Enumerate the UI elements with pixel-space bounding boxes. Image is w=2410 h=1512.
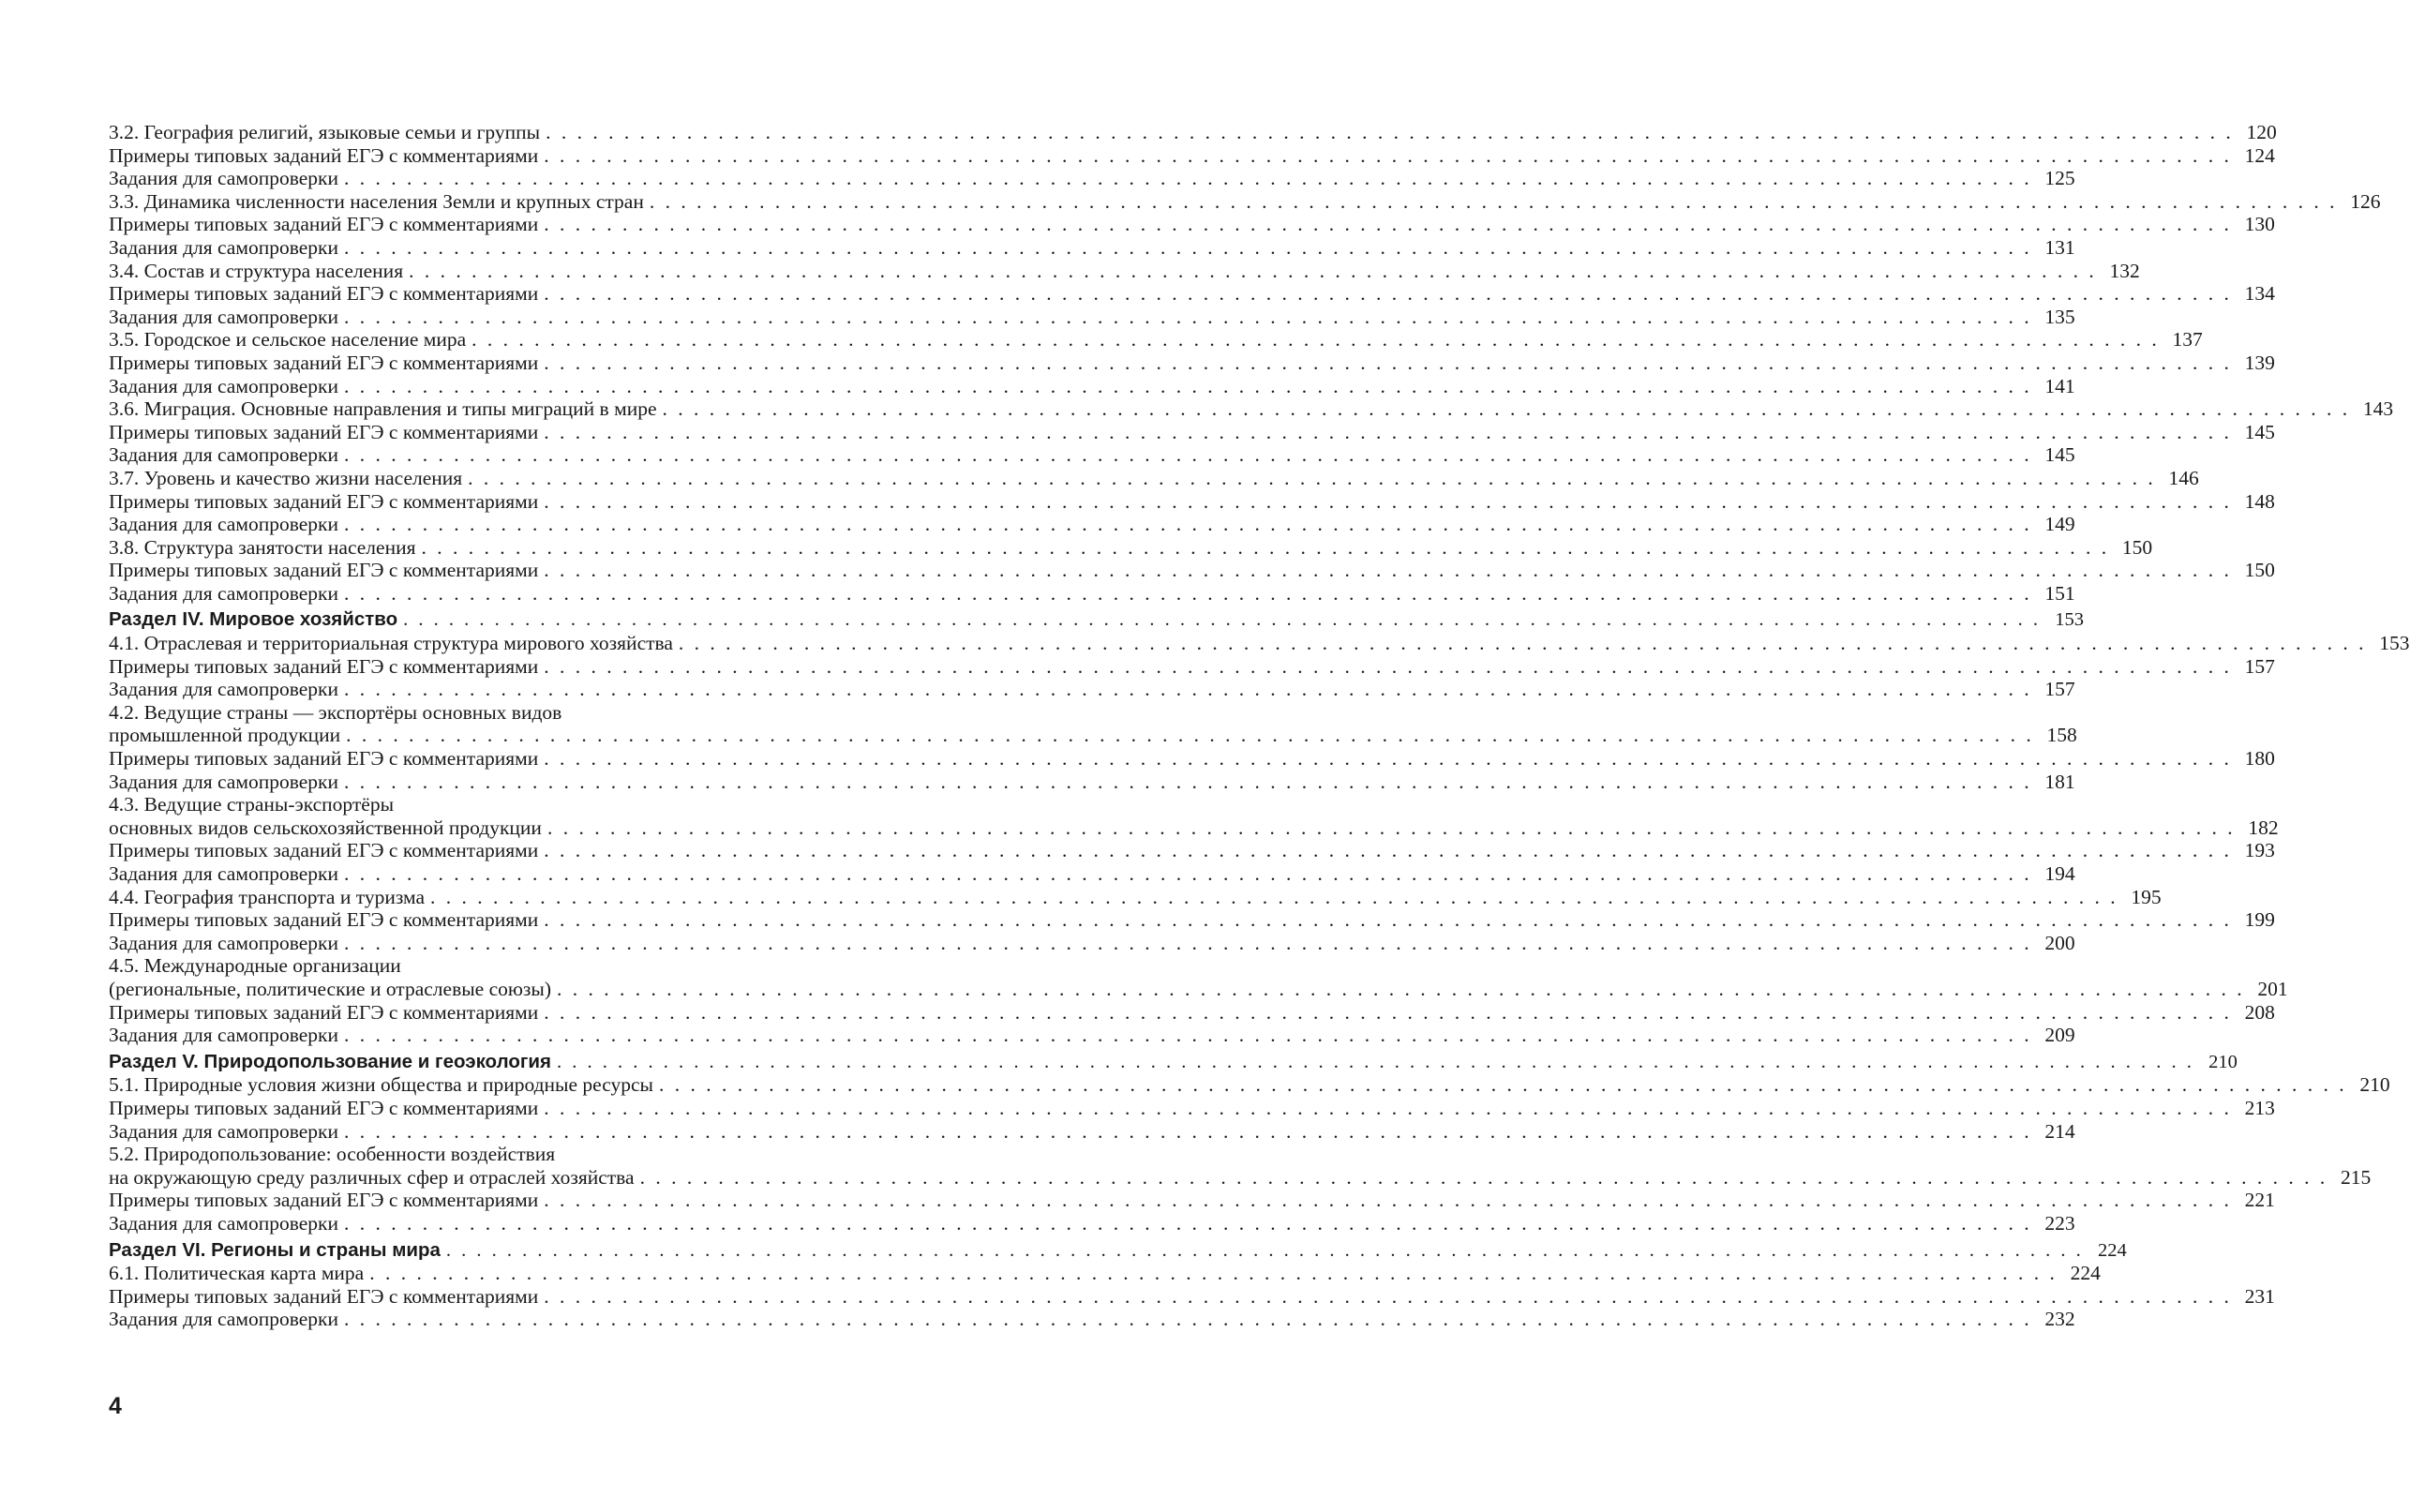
toc-entry <box>109 770 2075 794</box>
toc-entry-title: Задания для самопроверки <box>109 1211 338 1235</box>
toc-entry-title: 4.5. Международные организации <box>109 954 401 978</box>
toc-entry <box>109 121 2277 144</box>
toc-entry-title: Примеры типовых заданий ЕГЭ с комментариями <box>109 420 539 443</box>
toc-entry-page: 145 <box>2244 420 2275 443</box>
toc-entry-title: Примеры типовых заданий ЕГЭ с комментариями <box>109 908 539 932</box>
toc-entry <box>109 654 2275 679</box>
toc-entry-title: 6.1. Политическая карта мира <box>109 1262 365 1285</box>
toc-entry <box>109 908 2275 932</box>
toc-leader-dots <box>344 236 2032 260</box>
toc-entry-page: 223 <box>2044 1211 2075 1235</box>
toc-entry-title: Примеры типовых заданий ЕГЭ с комментариями <box>109 654 539 678</box>
toc-leader-dots <box>544 1189 2232 1212</box>
toc-entry <box>109 839 2275 862</box>
toc-entry-page: 224 <box>2070 1262 2101 1285</box>
toc-entry-page: 181 <box>2044 770 2075 793</box>
toc-entry-title: Примеры типовых заданий ЕГЭ с комментариями <box>109 1189 539 1212</box>
toc-entry-title: Задания для самопроверки <box>109 862 338 885</box>
toc-entry <box>109 1165 2372 1190</box>
toc-entry-page: 143 <box>2362 397 2394 421</box>
toc-leader-dots <box>468 467 2156 490</box>
toc-entry-title: 5.1. Природные условия жизни общества и природные ресурсы <box>109 1073 653 1097</box>
toc-entry <box>109 632 2410 655</box>
toc-leader-dots <box>344 862 2032 886</box>
toc-entry-title: 5.2. Природопользование: особенности воздействия <box>109 1143 556 1166</box>
toc-entry-title: 3.6. Миграция. Основные направления и типы миграций в мире <box>109 397 657 421</box>
toc-entry-title: 3.8. Структура занятости населения <box>109 535 416 559</box>
toc-leader-dots <box>544 559 2232 582</box>
toc-entry <box>109 678 2075 701</box>
toc-entry <box>109 885 2162 909</box>
toc-leader-dots <box>344 1120 2032 1144</box>
toc-entry <box>109 397 2394 421</box>
toc-leader-dots <box>544 490 2232 514</box>
toc-leader-dots <box>344 1024 2032 1047</box>
toc-leader-dots <box>544 655 2232 679</box>
toc-leader-dots <box>663 397 2351 421</box>
toc-entry-page: 182 <box>2248 816 2279 839</box>
toc-leader-dots <box>344 306 2032 329</box>
toc-leader-dots <box>344 1212 2032 1235</box>
toc-entry-title: 4.3. Ведущие страны-экспортёры <box>109 793 395 816</box>
toc-entry-page: 193 <box>2244 839 2275 862</box>
toc-entry <box>109 816 2279 840</box>
toc-entry-title: 3.3. Динамика численности населения Земли и крупных стран <box>109 189 644 213</box>
toc-entry-page: 132 <box>2109 259 2140 282</box>
toc-entry-title: 3.7. Уровень и качество жизни населения <box>109 466 463 489</box>
toc-entry <box>109 282 2275 306</box>
toc-leader-dots <box>346 724 2034 747</box>
toc-leader-dots <box>659 1073 2347 1097</box>
toc-section-heading <box>109 608 2084 632</box>
toc-entry-page: 210 <box>2359 1073 2390 1097</box>
toc-leader-dots <box>403 608 2041 632</box>
toc-entry <box>109 513 2075 536</box>
toc-entry <box>109 143 2275 168</box>
toc-entry <box>109 1211 2075 1235</box>
toc-entry-title: Раздел VI. Регионы и страны мира <box>109 1238 441 1261</box>
toc-entry-title: Задания для самопроверки <box>109 443 338 467</box>
toc-entry-title: Примеры типовых заданий ЕГЭ с комментариями <box>109 489 539 513</box>
toc-leader-dots <box>544 1097 2232 1120</box>
toc-leader-dots <box>640 1166 2328 1190</box>
toc-entry <box>109 1308 2075 1331</box>
toc-entry-title: Примеры типовых заданий ЕГЭ с комментариями <box>109 1284 539 1308</box>
toc-entry-title: Задания для самопроверки <box>109 305 338 328</box>
toc-entry-page: 126 <box>2350 189 2381 213</box>
toc-entry <box>109 1024 2075 1047</box>
toc-entry-page: 194 <box>2044 862 2075 885</box>
toc-entry <box>109 443 2075 467</box>
toc-entry-page: 124 <box>2244 143 2275 167</box>
toc-leader-dots <box>446 1239 2084 1263</box>
toc-entry-title: Раздел V. Природопользование и геоэкология <box>109 1050 551 1072</box>
toc-entry <box>109 167 2075 190</box>
toc-leader-dots <box>344 375 2032 398</box>
toc-leader-dots <box>546 121 2234 144</box>
toc-entry-page: 213 <box>2244 1096 2275 1119</box>
toc-entry-page: 149 <box>2044 513 2075 536</box>
toc-entry <box>109 259 2140 283</box>
toc-entry <box>109 931 2075 955</box>
toc-entry-title: 3.2. География религий, языковые семьи и группы <box>109 121 541 143</box>
toc-entry-page: 135 <box>2044 305 2075 328</box>
toc-entry-page: 146 <box>2168 466 2199 489</box>
toc-entry-title: основных видов сельскохозяйственной продукции <box>109 816 542 839</box>
toc-leader-dots <box>344 513 2032 536</box>
toc-entry-title: Примеры типовых заданий ЕГЭ с комментариями <box>109 559 539 582</box>
toc-entry <box>109 1119 2075 1144</box>
toc-entry-title: Задания для самопроверки <box>109 374 338 397</box>
toc-entry <box>109 235 2075 260</box>
toc-entry-title: Задания для самопроверки <box>109 1119 338 1143</box>
toc-leader-dots <box>557 978 2245 1001</box>
toc-entry-page: 157 <box>2044 678 2075 701</box>
toc-entry-page: 214 <box>2044 1119 2075 1143</box>
toc-leader-dots <box>544 421 2232 444</box>
toc-leader-dots <box>544 1001 2232 1025</box>
toc-entry <box>109 466 2199 490</box>
toc-entry-title: Задания для самопроверки <box>109 1308 338 1331</box>
toc-entry-page: 130 <box>2244 213 2275 236</box>
toc-entry-page: 158 <box>2046 724 2077 747</box>
toc-leader-dots <box>369 1262 2058 1285</box>
toc-entry <box>109 305 2075 329</box>
toc-leader-dots <box>544 1285 2232 1309</box>
page-number: 4 <box>109 1393 122 1419</box>
toc-entry <box>109 862 2075 886</box>
toc-entry-page: 131 <box>2044 235 2075 259</box>
toc-leader-dots <box>344 443 2032 467</box>
toc-leader-dots <box>544 839 2232 862</box>
toc-entry-page: 141 <box>2044 374 2075 397</box>
toc-entry-page: 215 <box>2340 1165 2372 1189</box>
toc-entry-title: 4.2. Ведущие страны — экспортёры основных видов <box>109 700 562 724</box>
toc-entry <box>109 747 2275 771</box>
toc-entry-title: Задания для самопроверки <box>109 678 338 701</box>
toc-entry-page: 137 <box>2172 328 2203 352</box>
toc-leader-dots <box>344 1308 2032 1331</box>
toc-entry-page: 208 <box>2244 1000 2275 1024</box>
toc-entry-page: 210 <box>2208 1051 2238 1072</box>
toc-entry-title: Примеры типовых заданий ЕГЭ с комментариями <box>109 1000 539 1024</box>
toc-entry-page: 221 <box>2244 1189 2275 1212</box>
toc-entry-title: Примеры типовых заданий ЕГЭ с комментариями <box>109 1096 539 1119</box>
toc-entry-page: 232 <box>2044 1308 2075 1331</box>
toc-entry <box>109 581 2075 606</box>
toc-entry-page: 125 <box>2044 167 2075 190</box>
toc-entry-page: 209 <box>2044 1024 2075 1047</box>
toc-entry-title: на окружающую среду различных сфер и отраслей хозяйства <box>109 1165 635 1189</box>
toc-entry <box>109 1073 2390 1097</box>
toc-entry-page: 157 <box>2244 654 2275 678</box>
toc-leader-dots <box>430 886 2118 909</box>
toc-leader-dots <box>544 352 2232 375</box>
toc-leader-dots <box>547 816 2236 840</box>
toc-entry-title: 3.4. Состав и структура населения <box>109 259 404 282</box>
toc-entry-page: 199 <box>2244 908 2275 932</box>
toc-entry <box>109 724 2077 747</box>
toc-entry <box>109 328 2203 352</box>
table-of-contents <box>109 121 2410 1331</box>
toc-section-heading <box>109 1050 2238 1074</box>
toc-leader-dots <box>557 1051 2194 1074</box>
toc-entry-title: Задания для самопроверки <box>109 235 338 259</box>
toc-entry-title: Задания для самопроверки <box>109 1024 338 1047</box>
toc-entry <box>109 793 851 816</box>
toc-leader-dots <box>472 328 2160 352</box>
toc-entry-title: Задания для самопроверки <box>109 167 338 190</box>
toc-entry-page: 201 <box>2257 977 2288 1000</box>
toc-entry-page: 150 <box>2121 535 2153 559</box>
toc-entry <box>109 1189 2275 1212</box>
toc-entry-title: Примеры типовых заданий ЕГЭ с комментариями <box>109 213 539 236</box>
toc-entry <box>109 535 2153 560</box>
toc-entry-title: 3.5. Городское и сельское население мира <box>109 328 467 352</box>
toc-entry-title: (региональные, политические и отраслевые союзы) <box>109 977 552 1000</box>
toc-leader-dots <box>421 536 2109 560</box>
toc-entry-title: 4.1. Отраслевая и территориальная структура мирового хозяйства <box>109 632 673 655</box>
toc-entry-page: 153 <box>2055 609 2084 631</box>
toc-entry-page: 200 <box>2044 931 2075 954</box>
toc-entry-title: промышленной продукции <box>109 724 341 747</box>
toc-entry-page: 145 <box>2044 443 2075 467</box>
toc-entry-page: 150 <box>2244 559 2275 582</box>
toc-entry <box>109 489 2275 514</box>
toc-entry-title: Примеры типовых заданий ЕГЭ с комментариями <box>109 351 539 374</box>
toc-leader-dots <box>650 190 2338 214</box>
toc-entry <box>109 213 2275 236</box>
toc-entry-title: 4.4. География транспорта и туризма <box>109 885 426 908</box>
toc-entry-title: Примеры типовых заданий ЕГЭ с комментариями <box>109 839 539 862</box>
toc-entry-title: Раздел IV. Мировое хозяйство <box>109 608 398 631</box>
toc-entry <box>109 1000 2275 1025</box>
toc-entry-page: 151 <box>2044 581 2075 605</box>
toc-entry-title: Задания для самопроверки <box>109 931 338 954</box>
toc-entry-page: 148 <box>2244 489 2275 513</box>
toc-entry-page: 120 <box>2246 121 2277 143</box>
toc-entry <box>109 1284 2275 1309</box>
toc-entry <box>109 954 851 978</box>
toc-entry-page: 224 <box>2098 1239 2127 1261</box>
toc-entry-page: 139 <box>2244 351 2275 374</box>
toc-entry <box>109 189 2381 214</box>
toc-entry-title: Примеры типовых заданий ЕГЭ с комментариями <box>109 143 539 167</box>
toc-entry-title: Задания для самопроверки <box>109 581 338 605</box>
toc-leader-dots <box>544 908 2232 932</box>
toc-entry-page: 180 <box>2244 747 2275 771</box>
toc-entry-title: Задания для самопроверки <box>109 770 338 793</box>
toc-leader-dots <box>344 167 2032 190</box>
toc-leader-dots <box>344 582 2032 606</box>
toc-entry-page: 153 <box>2379 632 2410 655</box>
toc-entry-title: Примеры типовых заданий ЕГЭ с комментариями <box>109 282 539 306</box>
toc-leader-dots <box>544 282 2232 306</box>
toc-leader-dots <box>544 747 2232 771</box>
toc-entry <box>109 701 851 725</box>
toc-leader-dots <box>344 771 2032 794</box>
toc-entry <box>109 420 2275 444</box>
toc-leader-dots <box>409 260 2097 283</box>
toc-entry-page: 231 <box>2244 1284 2275 1308</box>
toc-entry <box>109 977 2288 1001</box>
toc-entry <box>109 1262 2101 1285</box>
toc-leader-dots <box>679 632 2367 655</box>
toc-entry <box>109 1143 851 1166</box>
toc-leader-dots <box>344 932 2032 955</box>
toc-entry-page: 195 <box>2131 885 2162 908</box>
toc-entry <box>109 374 2075 398</box>
toc-section-heading <box>109 1238 2127 1263</box>
toc-entry <box>109 351 2275 375</box>
toc-entry-page: 134 <box>2244 282 2275 306</box>
toc-entry <box>109 1096 2275 1120</box>
toc-entry <box>109 559 2275 582</box>
toc-entry-title: Примеры типовых заданий ЕГЭ с комментариями <box>109 747 539 771</box>
toc-leader-dots <box>544 213 2232 236</box>
toc-entry-title: Задания для самопроверки <box>109 513 338 536</box>
toc-leader-dots <box>344 678 2032 701</box>
toc-leader-dots <box>544 144 2232 168</box>
